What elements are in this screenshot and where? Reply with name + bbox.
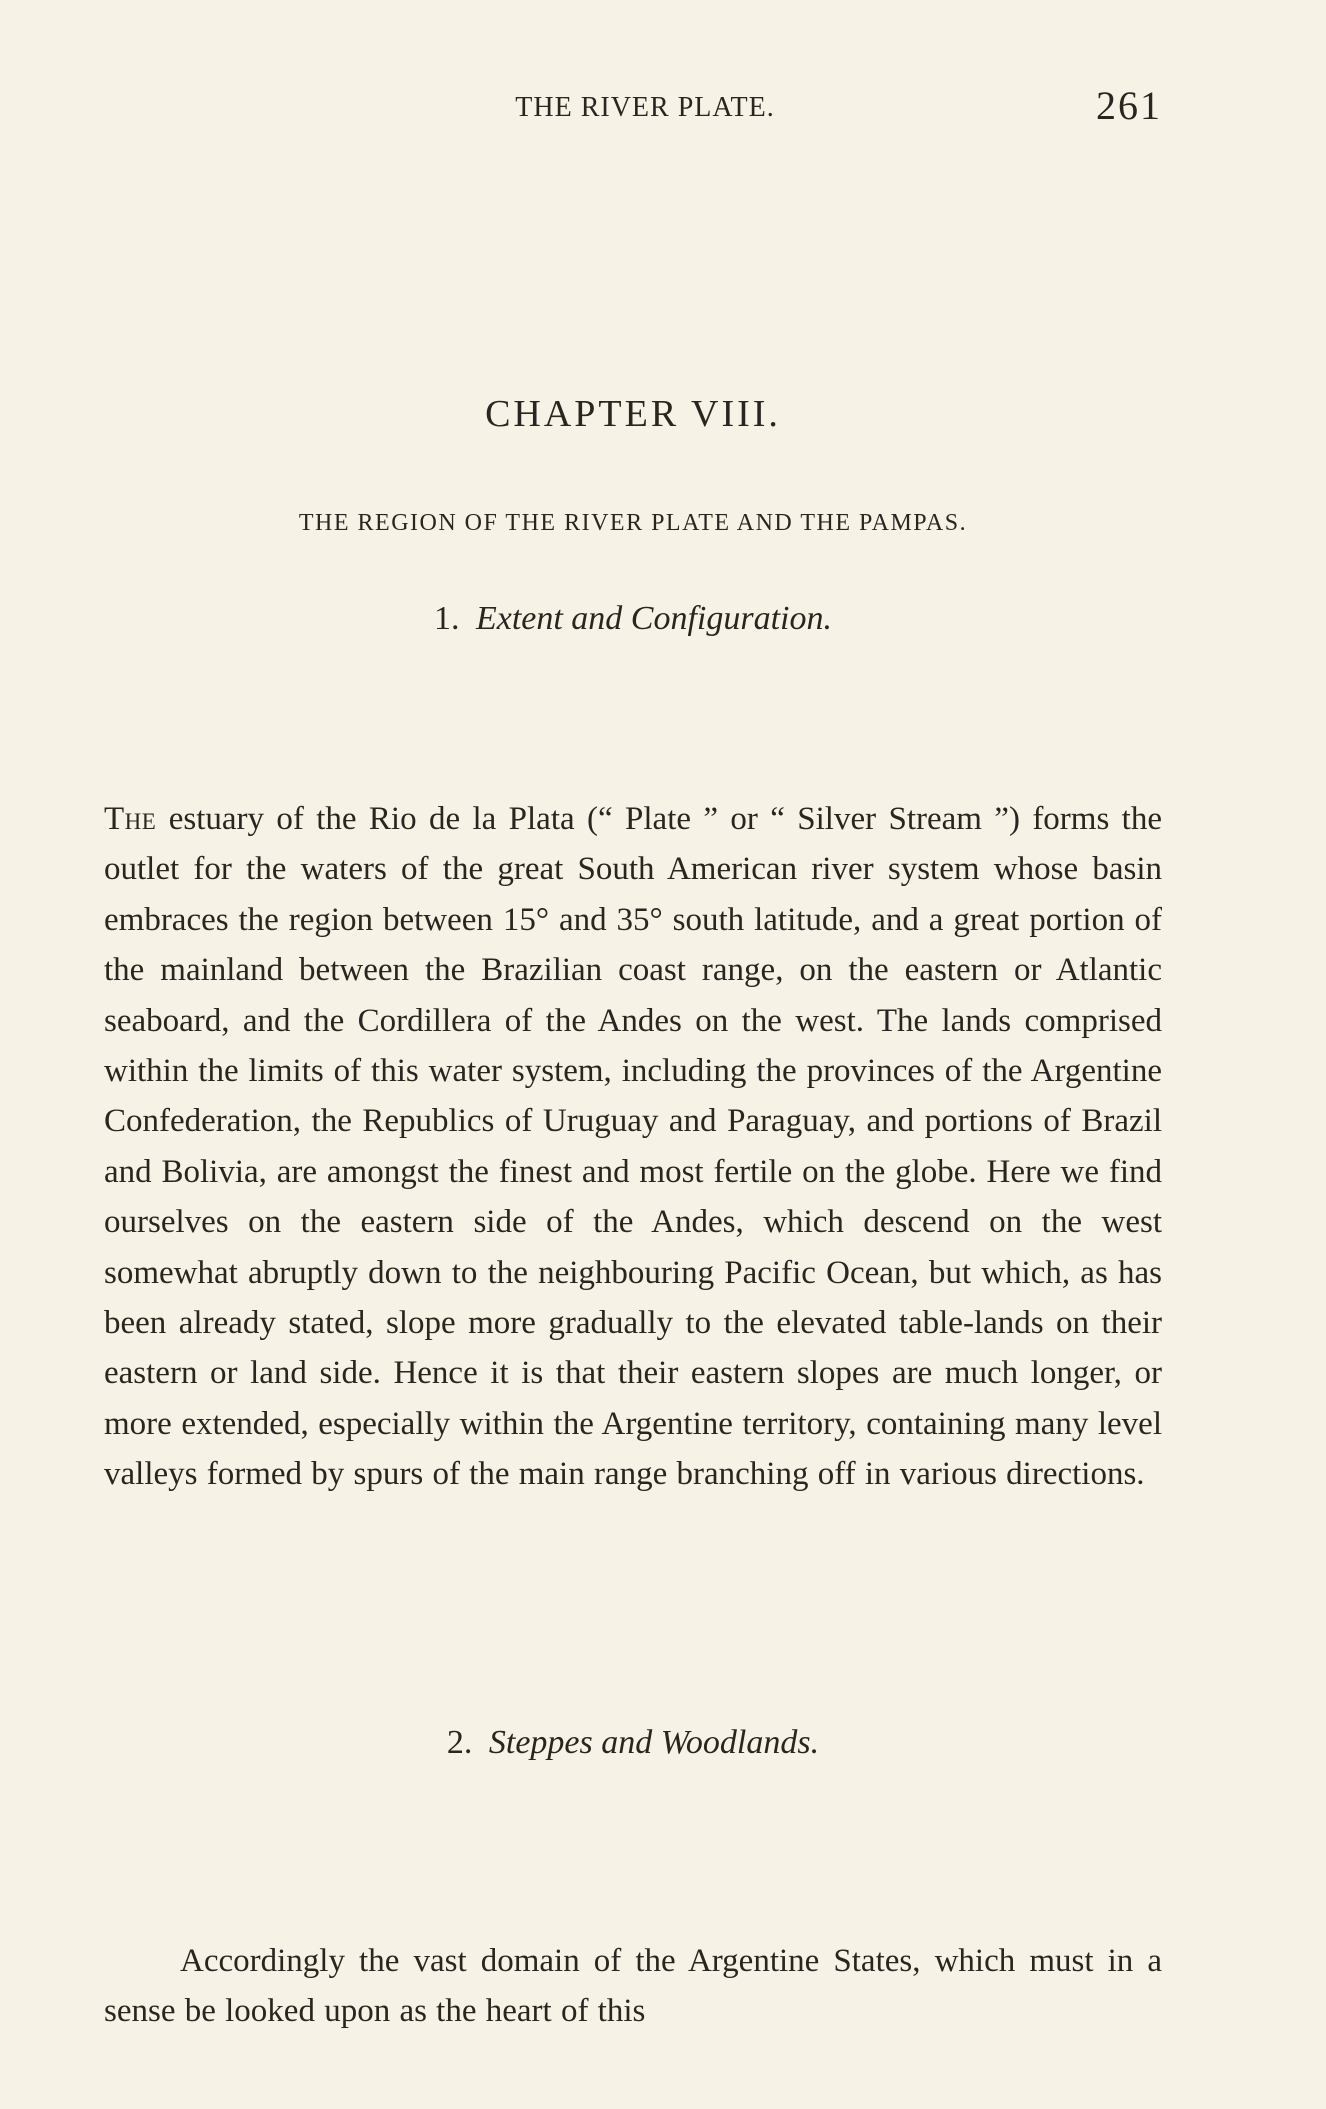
book-page — [104, 80, 1162, 2030]
body-paragraph-extent — [104, 794, 1162, 1500]
chapter-subtitle: THE REGION OF THE RIVER PLATE AND THE PAMPAS. — [298, 510, 968, 536]
section-heading-extent — [104, 600, 1162, 638]
paragraph-text: estuary of the Rio de la Plata (“ Plate ” or “ Silver Stream ”) forms the outlet for the waters of the great South American river system whose basin embraces the region between 15° and 35° south latitude, and a great portion of the mainland between the Brazilian coast range, on the eastern or Atlantic seaboard, and the Cordillera of the Andes on the west. The lands comprised within the limits of this water system, including the provinces of the Argentine Confederation, the Republics of Uruguay and Paraguay, and portions of Brazil and Bolivia, are amongst the finest and most fertile on the globe. Here we find ourselves on the eastern side of the Andes, which descend on the west somewhat abruptly down to the neighbouring Pacific Ocean, but which, as has been already stated, slope more gradually to the elevated table-lands on their eastern or land side. Hence it is that their eastern slopes are much longer, or more extended, especially within the Argentine territory, containing many level valleys formed by spurs of the main range branching off in various directions. — [104, 801, 1162, 1493]
section-number: 2. — [446, 1724, 473, 1761]
running-title: THE RIVER PLATE. — [515, 92, 775, 123]
section-title: Extent and Configuration. — [475, 600, 833, 637]
section-number: 1. — [433, 600, 460, 637]
body-paragraph-steppes: Accordingly the vast domain of the Argentine States, which must in a sense be looked upon as the heart of this — [104, 1943, 1162, 2030]
chapter-title: CHAPTER VIII. — [485, 393, 781, 435]
running-head — [104, 80, 1162, 140]
section-heading-steppes — [104, 1724, 1162, 1762]
page-number: 261 — [1096, 83, 1162, 128]
section-title: Steppes and Woodlands. — [488, 1724, 820, 1761]
lead-word: The — [104, 801, 157, 837]
